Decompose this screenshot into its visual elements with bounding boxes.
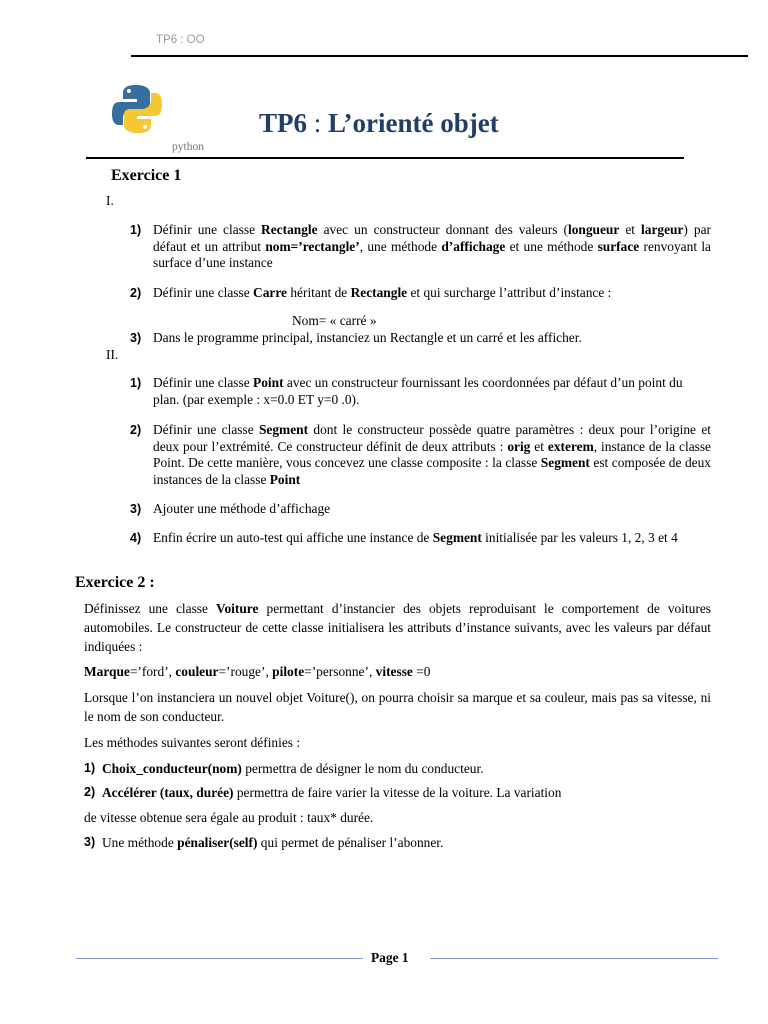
ex2-attributes: Marque=’ford’, couleur=’rouge’, pilote=’personne’, vitesse =0 xyxy=(84,664,431,679)
footer-rule-right xyxy=(430,958,718,959)
ex1-part2-item-2 xyxy=(130,422,711,488)
part-2-roman: II. xyxy=(106,347,119,362)
title-separator: : xyxy=(307,108,329,138)
header-rule xyxy=(131,55,748,57)
footer-rule-left xyxy=(76,958,363,959)
item-number: 1) xyxy=(84,761,96,775)
ex1-part1-item-1 xyxy=(130,222,711,272)
ex2-method-3 xyxy=(84,833,711,852)
ex1-part1-item-2 xyxy=(130,285,711,302)
item-text: Accélérer (taux, durée) permettra de faire varier la vitesse de la voiture. La variation xyxy=(102,785,562,800)
item-text: Définir une classe Rectangle avec un constructeur donnant des valeurs (longueur et largeur) par défaut et un attribut nom=’rectangle’, une méthode d’affichage et une méthode surface renvoyant la surface d’une instance xyxy=(153,222,712,271)
ex2-method-2 xyxy=(84,783,711,802)
item-number: 2) xyxy=(130,286,142,300)
python-logo-blue-eye xyxy=(127,89,131,93)
python-logo-yellow-eye xyxy=(143,125,147,129)
title-rest: L’orienté objet xyxy=(328,108,499,138)
python-logo-icon xyxy=(111,84,163,134)
item-text: Enfin écrire un auto-test qui affiche une instance de Segment initialisée par les valeurs 1, 2, 3 et 4 xyxy=(153,530,678,545)
item-text: Définir une classe Segment dont le constructeur possède quatre paramètres : deux pour l’origine et deux pour l’extrémité. Ce constructeur définit de deux attributs : orig et exterem, instance de la classe Point. De cette manière, vous concevez une classe composite : la classe Segment est composée de deux instances de la classe Point xyxy=(153,422,712,487)
item-text: Ajouter une méthode d’affichage xyxy=(153,501,331,516)
item-text: Dans le programme principal, instanciez un Rectangle et un carré et les afficher. xyxy=(153,330,582,345)
item-number: 2) xyxy=(130,423,142,437)
ex1-part2-item-4 xyxy=(130,530,711,547)
item-text: Une méthode pénaliser(self) qui permet de pénaliser l’abonner. xyxy=(102,835,444,850)
title-rule xyxy=(86,157,684,159)
ex1-part2-item-3 xyxy=(130,501,711,518)
item-number: 4) xyxy=(130,531,142,545)
ex2-intro: Définissez une classe Voiture permettant d’instancier des objets reproduisant le comportement de voitures automobiles. Le constructeur de cette classe initialisera les attributs d’instance suivants, avec les valeurs par défaut indiquées : xyxy=(84,601,711,654)
ex2-method-1 xyxy=(84,759,711,778)
item-number: 2) xyxy=(84,785,96,799)
ex2-paragraph-2: Lorsque l’on instanciera un nouvel objet Voiture(), on pourra choisir sa marque et sa couleur, mais pas sa vitesse, ni le nom de son conducteur. xyxy=(84,690,711,724)
ex1-part2-item-1 xyxy=(130,375,711,408)
ex1-part1-item-3 xyxy=(130,330,711,347)
part-1-roman: I. xyxy=(106,193,114,208)
page-title xyxy=(259,106,499,140)
exercise-2-heading: Exercice 2 : xyxy=(75,574,155,591)
item-text: Choix_conducteur(nom) permettra de désigner le nom du conducteur. xyxy=(102,761,484,776)
title-main: TP6 xyxy=(259,108,308,138)
page-number: Page 1 xyxy=(371,950,409,965)
running-header: TP6 : OO xyxy=(156,34,205,46)
item-text: Définir une classe Carre héritant de Rectangle et qui surcharge l’attribut d’instance : xyxy=(153,285,612,300)
item-number: 3) xyxy=(130,502,142,516)
ex2-method-2-continued: de vitesse obtenue sera égale au produit : taux* durée. xyxy=(84,810,374,825)
item-number: 1) xyxy=(130,376,142,390)
ex2-paragraph-3: Les méthodes suivantes seront définies : xyxy=(84,735,301,750)
item-number: 3) xyxy=(130,331,142,345)
logo-caption: python xyxy=(172,141,204,153)
nom-carre-line: Nom= « carré » xyxy=(292,313,377,328)
item-number: 3) xyxy=(84,835,96,849)
exercise-1-heading: Exercice 1 xyxy=(111,167,182,184)
item-text: Définir une classe Point avec un constructeur fournissant les coordonnées par défaut d’un point du plan. (par exemple : x=0.0 ET y=0 .0). xyxy=(153,375,683,407)
item-number: 1) xyxy=(130,223,142,237)
